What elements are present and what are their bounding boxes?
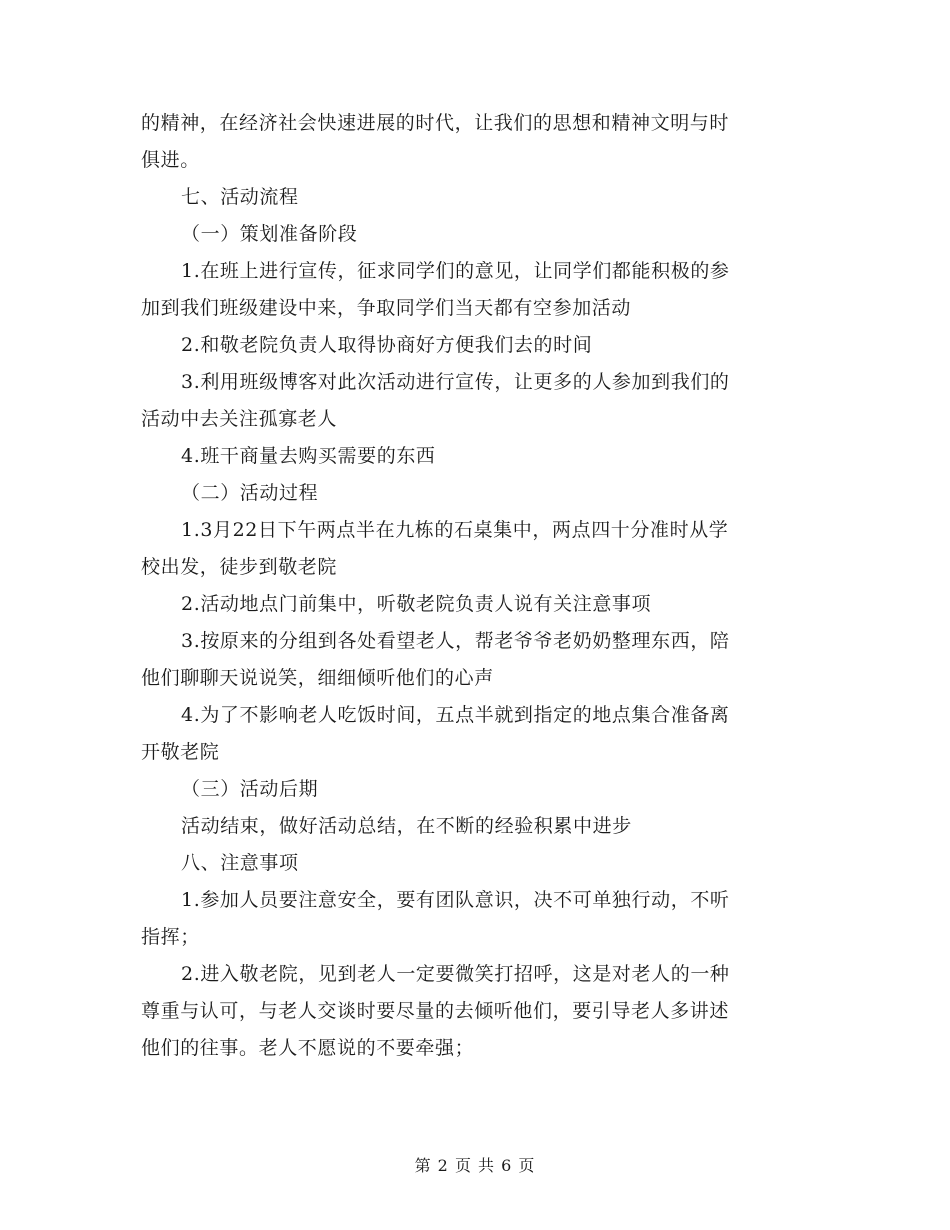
body-line-24: 2.进入敬老院，见到老人一定要微笑打招呼，这是对老人的一种 <box>181 963 730 985</box>
subsection-heading-planning: （一）策划准备阶段 <box>181 223 358 245</box>
body-line-17: 4.为了不影响老人吃饭时间，五点半就到指定的地点集合准备离 <box>181 704 730 726</box>
body-line-1: 的精神，在经济社会快速进展的时代，让我们的思想和精神文明与时 <box>141 112 730 134</box>
body-line-22: 1.参加人员要注意安全，要有团队意识，决不可单独行动，不听 <box>181 889 730 911</box>
subsection-heading-process: （二）活动过程 <box>181 482 319 504</box>
body-line-6: 加到我们班级建设中来，争取同学们当天都有空参加活动 <box>141 297 632 319</box>
body-line-7: 2.和敬老院负责人取得协商好方便我们去的时间 <box>181 334 593 356</box>
body-line-23: 指挥； <box>141 926 200 948</box>
page-number-footer: 第 2 页 共 6 页 <box>414 1156 536 1175</box>
body-line-5: 1.在班上进行宣传，征求同学们的意见，让同学们都能积极的参 <box>181 260 730 282</box>
body-line-14: 2.活动地点门前集中，听敬老院负责人说有关注意事项 <box>181 593 652 615</box>
body-line-12: 1.3月22日下午两点半在九栋的石桌集中，两点四十分准时从学 <box>181 519 729 541</box>
section-heading-notes: 八、注意事项 <box>181 852 299 874</box>
body-line-8: 3.利用班级博客对此次活动进行宣传，让更多的人参加到我们的 <box>181 371 730 393</box>
body-line-18: 开敬老院 <box>141 741 220 763</box>
document-body <box>141 105 806 1067</box>
body-line-2: 俱进。 <box>141 149 200 171</box>
section-heading-activity-process: 七、活动流程 <box>181 186 299 208</box>
subsection-heading-followup: （三）活动后期 <box>181 778 319 800</box>
body-line-13: 校出发，徒步到敬老院 <box>141 556 338 578</box>
body-line-25: 尊重与认可，与老人交谈时要尽量的去倾听他们，要引导老人多讲述 <box>141 1000 730 1022</box>
body-line-15: 3.按原来的分组到各处看望老人，帮老爷爷老奶奶整理东西，陪 <box>181 630 730 652</box>
body-line-16: 他们聊聊天说说笑，细细倾听他们的心声 <box>141 667 494 689</box>
body-line-9: 活动中去关注孤寡老人 <box>141 408 338 430</box>
body-line-26: 他们的往事。老人不愿说的不要牵强； <box>141 1037 475 1059</box>
body-line-10: 4.班干商量去购买需要的东西 <box>181 445 436 467</box>
body-line-20: 活动结束，做好活动总结，在不断的经验积累中进步 <box>181 815 632 837</box>
